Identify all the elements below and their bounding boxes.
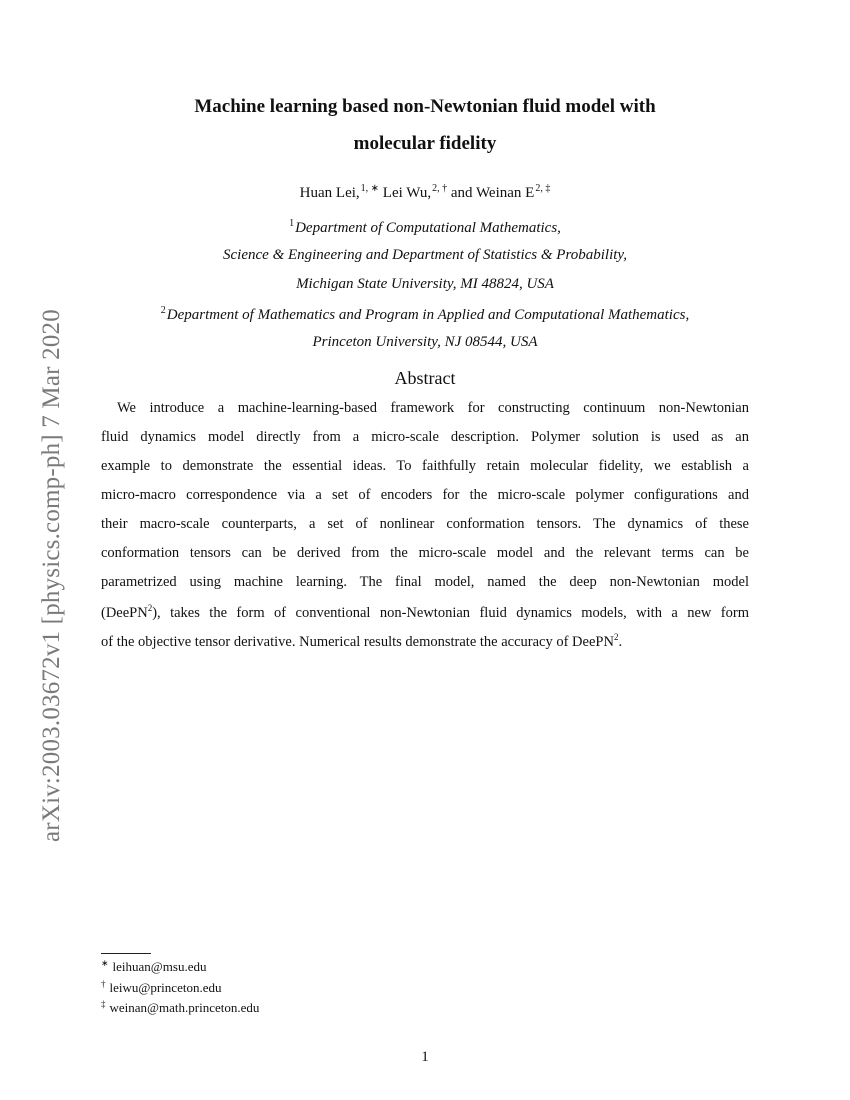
abstract-line-7: parametrized using machine learning. The final model, named the deep non-Newtonian model xyxy=(101,574,749,590)
footnote-text: leiwu@princeton.edu xyxy=(109,980,222,995)
abstract-line-2: fluid dynamics model directly from a micro-scale description. Polymer solution is used as an xyxy=(101,429,749,445)
author-weinan-e-mark: 2, ‡ xyxy=(535,183,551,194)
affiliation-1-mark: 1 xyxy=(289,218,295,229)
page-number: 1 xyxy=(421,1049,429,1065)
affiliation-2-line-2: Princeton University, NJ 08544, USA xyxy=(312,334,538,350)
affiliation-2-text: Department of Mathematics and Program in Applied and Computational Mathematics, xyxy=(166,307,690,323)
deepn-superscript: 2 xyxy=(147,603,153,613)
footnote-email-lei-huan xyxy=(101,958,206,975)
deepn-superscript-final: 2 xyxy=(613,632,619,642)
abstract-line-3: example to demonstrate the essential ideas. To faithfully retain molecular fidelity, we establish a xyxy=(101,458,749,474)
footnote-email-weinan-e xyxy=(101,999,259,1016)
footnote-divider xyxy=(101,953,151,954)
abstract-heading: Abstract xyxy=(394,368,456,388)
abstract-line-4: micro-macro correspondence via a set of encoders for the micro-scale polymer configurations and xyxy=(101,487,749,503)
abstract-line-9-start: of the objective tensor derivative. Numerical results demonstrate the accuracy of DeePN xyxy=(101,634,614,650)
arxiv-identifier-stamp: arXiv:2003.03672v1 [physics.comp-ph] 7 Mar 2020 xyxy=(38,309,65,842)
paper-title-line-2: molecular fidelity xyxy=(353,133,497,154)
author-list xyxy=(0,183,850,202)
footnote-mark-dagger: † xyxy=(101,979,106,989)
footnote-email-lei-wu xyxy=(101,979,221,996)
footnote-mark-double-dagger: ‡ xyxy=(101,999,106,1009)
author-huan-lei-mark: 1, ∗ xyxy=(360,183,380,194)
abstract-line-8-start: (DeePN xyxy=(101,605,148,621)
footnote-text: leihuan@msu.edu xyxy=(112,959,207,974)
affiliation-1-text: Department of Computational Mathematics, xyxy=(295,220,561,236)
author-lei-wu: Lei Wu, xyxy=(382,185,432,201)
paper-title-line-1: Machine learning based non-Newtonian fluid model with xyxy=(194,96,656,117)
abstract-line-8-end: ), takes the form of conventional non-Newtonian fluid dynamics models, with a new form xyxy=(152,605,749,621)
affiliation-2-mark: 2 xyxy=(160,305,166,316)
footnote-mark-asterisk: ∗ xyxy=(101,958,109,968)
author-weinan-e: and Weinan E xyxy=(450,185,535,201)
abstract-line-9-end: . xyxy=(618,634,623,650)
abstract-line-8 xyxy=(101,603,749,622)
footnote-text: weinan@math.princeton.edu xyxy=(109,1000,260,1015)
author-lei-wu-mark: 2, † xyxy=(432,183,448,194)
abstract-line-1: We introduce a machine-learning-based framework for constructing continuum non-Newtonian xyxy=(117,400,749,416)
abstract-line-6: conformation tensors can be derived from the micro-scale model and the relevant terms can be xyxy=(101,545,749,561)
affiliation-1-line-2: Science & Engineering and Department of Statistics & Probability, xyxy=(223,247,627,263)
abstract-line-5: their macro-scale counterparts, a set of nonlinear conformation tensors. The dynamics of these xyxy=(101,516,749,532)
affiliation-2-line-1 xyxy=(0,305,850,324)
abstract-line-9 xyxy=(101,632,622,651)
author-huan-lei: Huan Lei, xyxy=(299,185,360,201)
affiliation-1-line-1 xyxy=(0,218,850,237)
affiliation-1-line-3: Michigan State University, MI 48824, USA xyxy=(296,276,554,292)
